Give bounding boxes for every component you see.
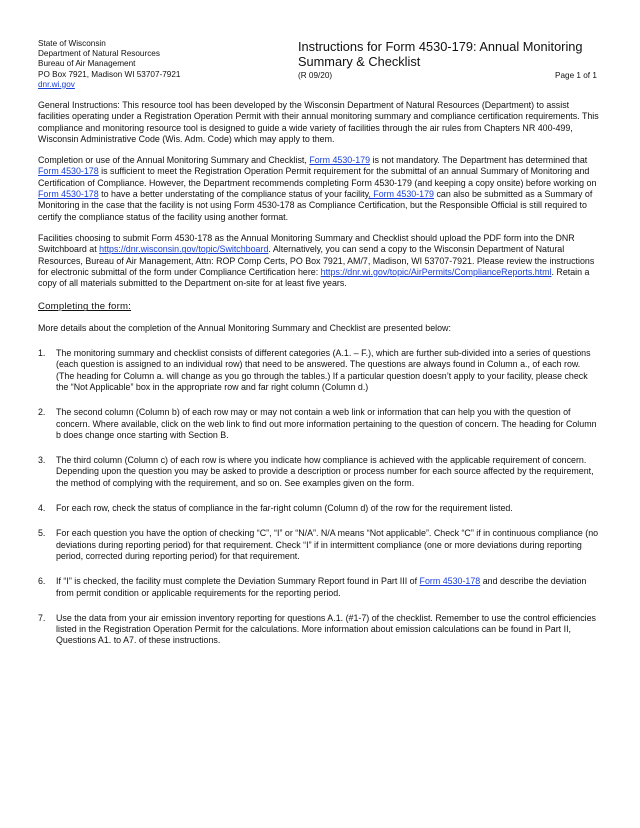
section-intro: More details about the completion of the Annual Monitoring Summary and Checklist are presented below: <box>38 322 451 333</box>
page-number: Page 1 of 1 <box>555 71 597 80</box>
form-4530-179-link[interactable]: , Form 4530-179 <box>368 189 434 200</box>
website-link[interactable]: dnr.wi.gov <box>38 79 75 89</box>
list-item: 2. The second column (Column b) of each row may or may not contain a web link or information that can help you with the question of concern. Where available, click on the web link to find out more information pertaining to the question of concern. The heading for Column b does change once starting with Section B. <box>38 407 597 440</box>
submittal-paragraph: Facilities choosing to submit Form 4530-178 as the Annual Monitoring Summary and Checklist should upload the PDF form into the DNR Switchboard at https://dnr.wisconsin.gov/topic/Switchboard. Alternatively, you can send a copy to the Wisconsin Department of Natural Resources, Bureau of Air Management, Attn: ROP Comp Certs, PO Box 7921, AM/7, Madison, WI 53707-7921. Please review the instructions for electronic submittal of the form under Compliance Certification here: https://dnr.wi.gov/topic/AirPermits/ComplianceReports.html. Retain a copy of all materials submitted to the Department on-site for at least five years. <box>38 232 595 289</box>
list-item: 4. For each row, check the status of compliance in the far-right column (Column d) of the row for the requirement listed. <box>38 503 513 514</box>
form-4530-179-link[interactable]: Form 4530-179 <box>309 155 371 166</box>
completion-paragraph: Completion or use of the Annual Monitoring Summary and Checklist, Form 4530-179 is not mandatory. The Department has determined that Form 4530-178 is sufficient to meet the Registration Operation Permit requirement for the submittal of an annual Summary of Monitoring and Certification of Compliance. However, the Department recommends completing Form 4530-179 (and keeping a copy onsite) before working on Form 4530-178 to have a better understating of the compliance status of your facility, Form 4530-179 can also be submitted as a Summary of Monitoring in the case that the facility is not using Form 4530-178 as Compliance Certification, but the Responsible Official is still required to certify the compliance status of the facility using another format. <box>38 155 597 222</box>
address-line: State of Wisconsin <box>38 39 106 48</box>
list-item: 1. The monitoring summary and checklist consists of different categories (A.1. – F.), which are further sub-divided into a series of questions (each question is assigned to an individual row) that need to be answered. The questions are always found in Column a., of each row. (The heading for Column a. will change as you go through the tables.) If a particular question doesn’t apply to your facility, please check the “Not Applicable” box in the appropriate row and far right column (Column d.) <box>38 348 591 392</box>
switchboard-link[interactable]: https://dnr.wisconsin.gov/topic/Switchboard <box>99 244 269 255</box>
document-body <box>38 100 600 647</box>
compliance-reports-link[interactable]: https://dnr.wi.gov/topic/AirPermits/ComplianceReports.html <box>320 266 552 277</box>
list-item: 6. If “I” is checked, the facility must complete the Deviation Summary Report found in Part III of Form 4530-178 and describe the deviation from permit condition or applicable requirements for the reporting period. <box>38 576 587 598</box>
address-line: Department of Natural Resources <box>38 49 160 59</box>
address-line: PO Box 7921, Madison WI 53707-7921 <box>38 69 181 79</box>
instructions-list <box>38 348 600 647</box>
list-item: 7. Use the data from your air emission inventory reporting for questions A.1. (#1-7) of the checklist. Remember to use the control efficiencies listed in the Registration Operation Permit for the calculations. More information about emission calculations can be found in Part II, Questions A1. to A7. of these instructions. <box>38 612 596 646</box>
section-heading: Completing the form: <box>38 301 132 313</box>
form-4530-178-link[interactable]: Form 4530-178 <box>38 189 99 200</box>
list-item: 3. The third column (Column c) of each row is where you indicate how compliance is achieved with the applicable requirement of concern. Depending upon the question you may be asked to provide a description or process number for each source affected by the requirement, the method of complying with the requirement, and so on. See examples given on the form. <box>38 455 594 488</box>
general-instructions-paragraph: General Instructions: This resource tool has been developed by the Wisconsin Department of Natural Resources (Department) to assist facilities operating under a Registration Operation Permit with their annual monitoring summary and compliance certification requirements. This compliance and monitoring resource tool is designed to guide a wide variety of facilities through the air rules from Chapters NR 400-499, Wisconsin Administrative Code (Wis. Adm. Code) which may apply to them. <box>38 100 599 144</box>
list-item: 5. For each question you have the option of checking “C”, “I” or “N/A”. N/A means “Not applicable”. Check “C” if in continuous compliance (no deviations during reporting period) for that requirement. Check “I” if in intermittent compliance (one or more deviations during reporting period, corrected during reporting period) for that requirement. <box>38 528 599 561</box>
form-4530-178-link[interactable]: Form 4530-178 <box>419 576 481 587</box>
document-title: Instructions for Form 4530-179: Annual Monitoring Summary & Checklist <box>298 39 583 69</box>
form-4530-178-link[interactable]: Form 4530-178 <box>38 166 99 177</box>
revision-date: (R 09/20) <box>298 71 333 80</box>
address-line: Bureau of Air Management <box>38 59 136 69</box>
agency-address-block <box>38 39 180 90</box>
